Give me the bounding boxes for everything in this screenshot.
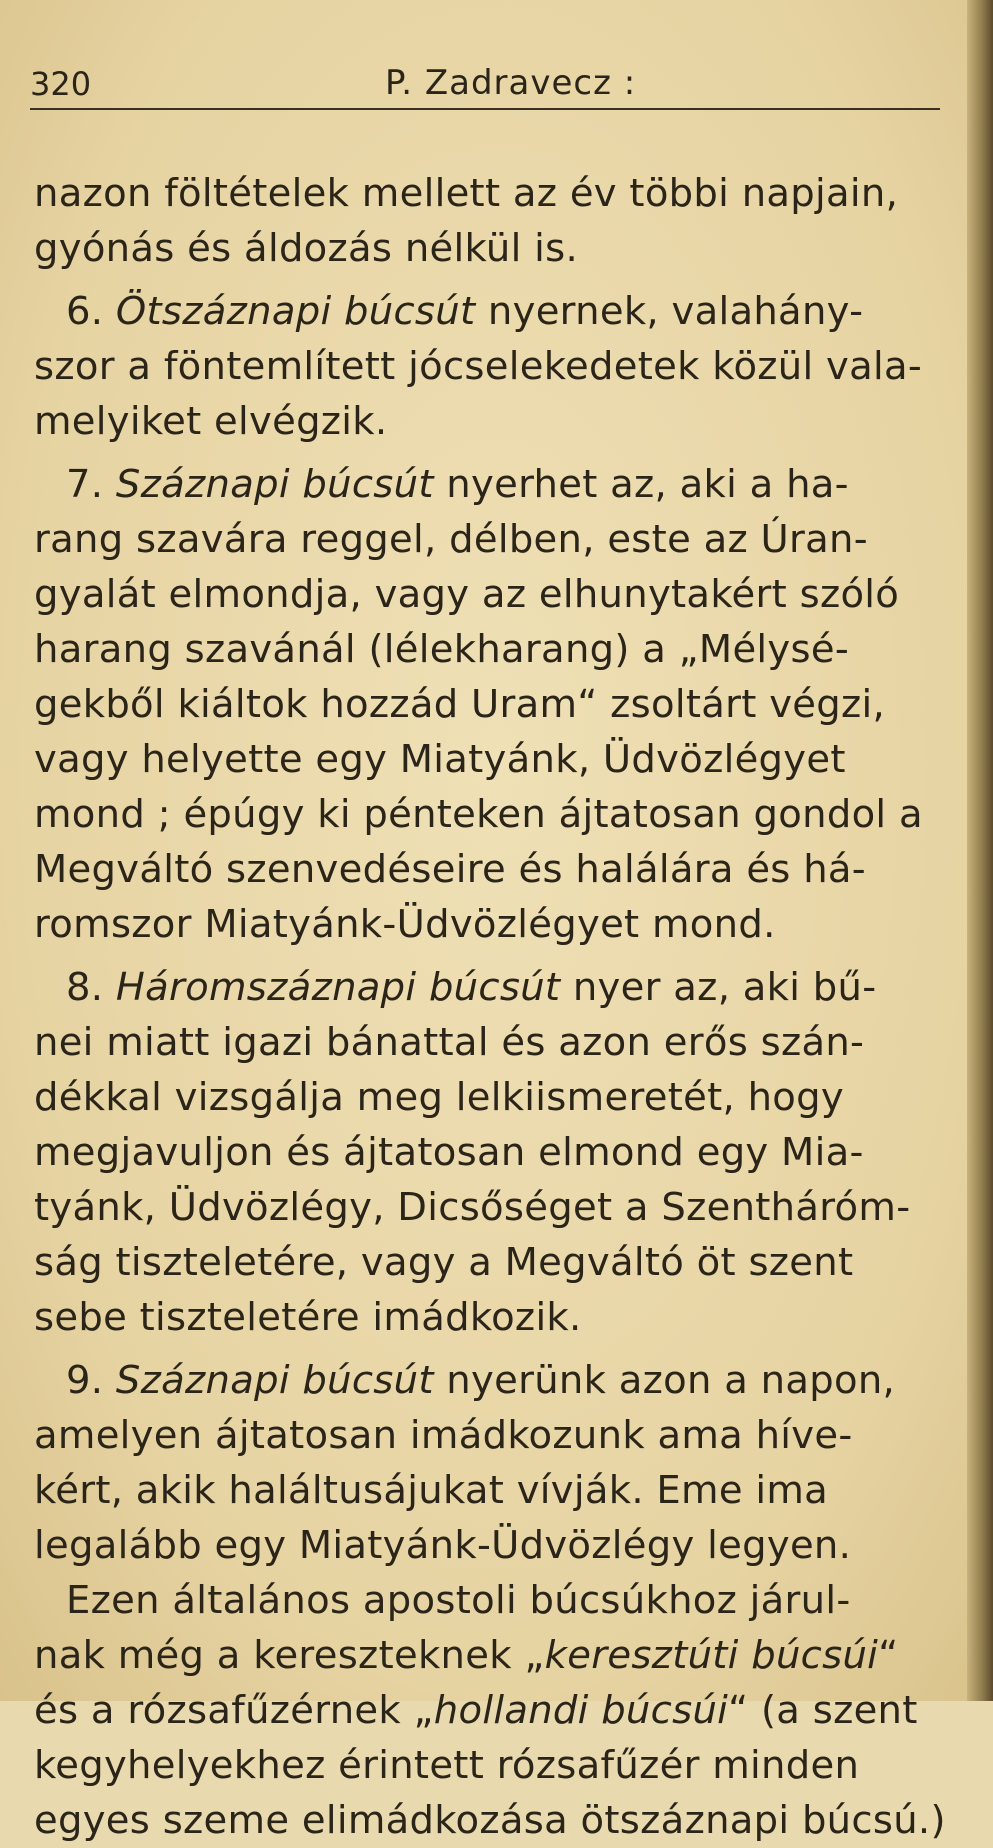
text-run: gekből kiáltok hozzád Uram“ zsoltárt végzi, [34, 682, 886, 727]
text-run: Ezen általános apostoli búcsúkhoz járul- [66, 1578, 851, 1623]
text-run: 7. [66, 462, 116, 507]
text-run: és a rózsafűzérnek „ [34, 1688, 434, 1733]
text-line [34, 1290, 974, 1345]
running-head: P. Zadravecz : [385, 63, 637, 103]
text-line [34, 1793, 974, 1848]
text-line [34, 842, 974, 897]
text-line [34, 732, 974, 787]
header-rule [30, 108, 940, 110]
text-run: gyónás és áldozás nélkül is. [34, 226, 579, 271]
italic-text-run: Háromszáznapi búcsút [115, 965, 561, 1010]
text-line [34, 1180, 974, 1235]
text-run: nyerünk azon a napon, [433, 1358, 896, 1403]
text-run: kegyhelyekhez érintett rózsafűzér minden [34, 1743, 860, 1788]
text-run: “ [878, 1633, 899, 1678]
text-line [34, 567, 974, 622]
text-run: romszor Miatyánk-Üdvözlégyet mond. [34, 902, 776, 947]
text-line [34, 394, 974, 449]
text-run: nei miatt igazi bánattal és azon erős szán- [34, 1020, 865, 1065]
text-line [34, 1235, 974, 1290]
text-line [34, 1125, 974, 1180]
text-line [34, 622, 974, 677]
text-line [34, 166, 974, 221]
text-run: nyerhet az, aki a ha- [433, 462, 849, 507]
text-line [34, 897, 974, 952]
text-run: nak még a kereszteknek „ [34, 1633, 545, 1678]
text-run: nazon föltételek mellett az év többi napjain, [34, 171, 899, 216]
text-run: vagy helyette egy Miatyánk, Üdvözlégyet [34, 737, 846, 782]
text-line [34, 1573, 974, 1628]
text-line [34, 1408, 974, 1463]
text-line [34, 284, 974, 339]
page-header [30, 55, 940, 105]
italic-text-run: Száznapi búcsút [115, 462, 434, 507]
text-run: 9. [66, 1358, 116, 1403]
text-line [34, 677, 974, 732]
text-run: nyernek, valahány- [475, 289, 864, 334]
body-text [34, 166, 974, 1848]
text-run: legalább egy Miatyánk-Üdvözlégy legyen. [34, 1523, 852, 1568]
italic-text-run: Ötszáznapi búcsút [115, 289, 476, 334]
text-run: Megváltó szenvedéseire és halálára és há- [34, 847, 866, 892]
text-run: kért, akik haláltusájukat vívják. Eme ima [34, 1468, 829, 1513]
text-run: mond ; épúgy ki pénteken ájtatosan gondol a [34, 792, 923, 837]
italic-text-run: Száznapi búcsút [115, 1358, 434, 1403]
text-line [34, 1463, 974, 1518]
text-line [34, 1070, 974, 1125]
text-run: egyes szeme elimádkozása ötszáznapi búcsú.) [34, 1798, 946, 1843]
text-line [34, 457, 974, 512]
text-line [34, 960, 974, 1015]
text-run: sebe tiszteletére imádkozik. [34, 1295, 582, 1340]
text-run: nyer az, aki bű- [560, 965, 877, 1010]
page-number: 320 [30, 65, 92, 103]
text-line [34, 1353, 974, 1408]
text-run: dékkal vizsgálja meg lelkiismeretét, hogy [34, 1075, 844, 1120]
text-line [34, 787, 974, 842]
text-line [34, 339, 974, 394]
text-run: rang szavára reggel, délben, este az Úran- [34, 517, 868, 562]
text-line [34, 1015, 974, 1070]
text-line [34, 1738, 974, 1793]
italic-text-run: hollandi búcsúi [433, 1688, 729, 1733]
text-run: szor a föntemlített jócselekedetek közül vala- [34, 344, 923, 389]
text-run: harang szavánál (lélekharang) a „Mélysé- [34, 627, 850, 672]
text-line [34, 512, 974, 567]
italic-text-run: keresztúti búcsúi [544, 1633, 879, 1678]
text-run: amelyen ájtatosan imádkozunk ama híve- [34, 1413, 853, 1458]
text-run: 6. [66, 289, 116, 334]
text-line [34, 1518, 974, 1573]
text-run: megjavuljon és ájtatosan elmond egy Mia- [34, 1130, 864, 1175]
text-line [34, 1628, 974, 1683]
text-run: gyalát elmondja, vagy az elhunytakért szóló [34, 572, 900, 617]
text-run: tyánk, Üdvözlégy, Dicsőséget a Szentháróm- [34, 1185, 911, 1230]
text-run: “ (a szent [728, 1688, 918, 1733]
text-run: 8. [66, 965, 116, 1010]
text-line [34, 221, 974, 276]
text-run: melyiket elvégzik. [34, 399, 388, 444]
text-run: ság tiszteletére, vagy a Megváltó öt szent [34, 1240, 854, 1285]
text-line [34, 1683, 974, 1738]
